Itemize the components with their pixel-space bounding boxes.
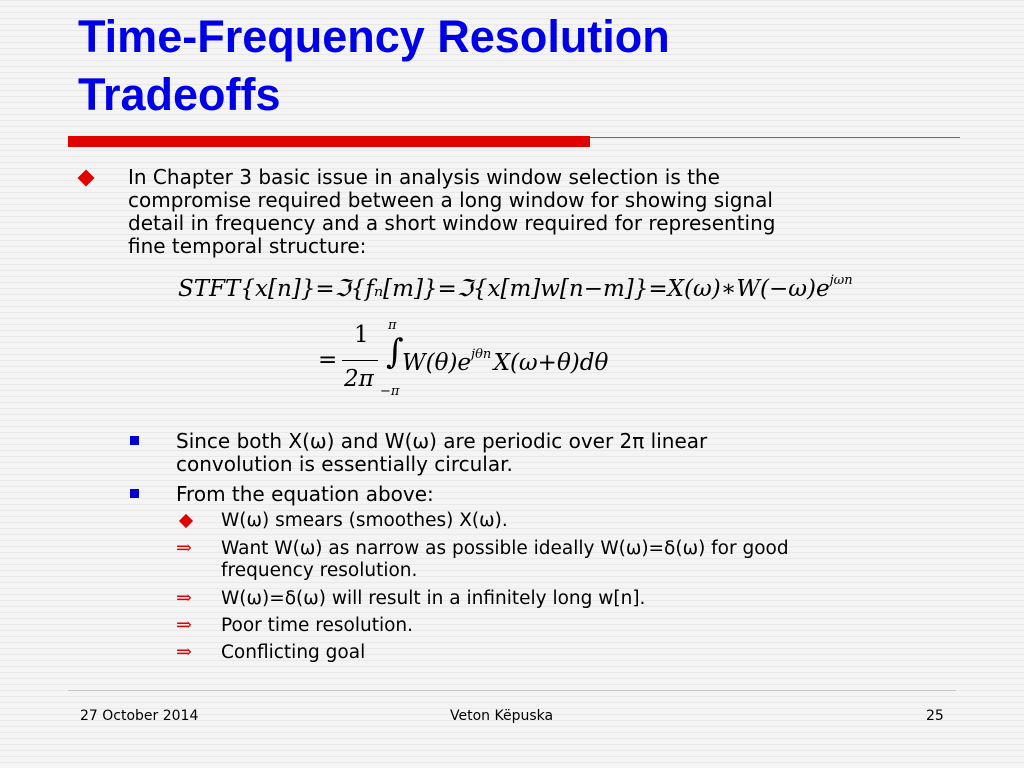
sub-bullet-line: From the equation above: — [176, 482, 434, 506]
sub-bullet-line: convolution is essentially circular. — [176, 452, 513, 476]
main-bullet-line: In Chapter 3 basic issue in analysis window selection is the — [128, 165, 720, 189]
sub-bullet-line: Since both X(ω) and W(ω) are periodic over 2π linear — [176, 429, 708, 453]
footer-divider — [68, 690, 956, 691]
title-underline-bar — [68, 136, 590, 147]
sub-sub-bullet-line: Want W(ω) as narrow as possible ideally W(ω)=δ(ω) for good — [221, 538, 789, 559]
integrand-tail: X(ω+θ)dθ — [493, 350, 609, 376]
integral-upper-limit: π — [388, 318, 397, 333]
right-arrow-icon: ⇒ — [176, 641, 192, 663]
fraction-bar — [342, 360, 378, 361]
sub-sub-bullet-line: W(ω)=δ(ω) will result in a infinitely long w[n]. — [221, 588, 646, 609]
sub-sub-bullet-text — [221, 642, 365, 664]
stft-equation-exponent: jωn — [829, 273, 853, 288]
footer-page-number: 25 — [926, 708, 944, 724]
sub-sub-bullet-text — [221, 510, 508, 532]
integral-sign: ∫ — [386, 332, 404, 372]
slide-title — [78, 8, 978, 124]
sub-sub-bullet-text — [221, 615, 413, 637]
sub-sub-bullet-text — [221, 588, 645, 610]
slide-title-line-2: Tradeoffs — [78, 69, 281, 120]
equation-equals: = — [318, 347, 338, 373]
stft-equation-body: STFT{x[n]}=ℑ{fₙ[m]}=ℑ{x[m]w[n−m]}=X(ω)∗W(−ω)e — [178, 276, 830, 302]
sub-sub-bullet-text — [221, 538, 789, 582]
integral-equation — [318, 320, 658, 410]
integrand-exponent: jθn — [471, 347, 492, 362]
square-bullet-icon — [130, 489, 139, 498]
sub-sub-bullet-line: W(ω) smears (smoothes) X(ω). — [221, 510, 508, 531]
sub-sub-bullet-line: Poor time resolution. — [221, 615, 414, 636]
main-bullet-line: fine temporal structure: — [128, 234, 367, 258]
main-bullet-line: compromise required between a long window for showing signal — [128, 188, 773, 212]
diamond-bullet-icon — [179, 514, 193, 528]
footer-date: 27 October 2014 — [80, 708, 199, 724]
right-arrow-icon: ⇒ — [176, 537, 192, 559]
right-arrow-icon: ⇒ — [176, 614, 192, 636]
right-arrow-icon: ⇒ — [176, 587, 192, 609]
square-bullet-icon — [130, 436, 139, 445]
sub-sub-bullet-line: Conflicting goal — [221, 642, 366, 663]
integral-lower-limit: −π — [380, 384, 400, 399]
stft-equation — [178, 273, 853, 302]
integrand — [402, 347, 608, 376]
main-bullet-line: detail in frequency and a short window required for representing — [128, 211, 776, 235]
footer-author: Veton Këpuska — [450, 708, 554, 724]
integrand-body: W(θ)e — [402, 350, 472, 376]
fraction-denominator: 2π — [344, 366, 374, 392]
title-underline-thin — [590, 137, 960, 138]
slide-title-line-1: Time-Frequency Resolution — [78, 11, 670, 62]
main-bullet-text — [128, 166, 775, 258]
fraction-numerator: 1 — [354, 322, 369, 348]
sub-bullet-text — [176, 483, 434, 506]
sub-bullet-text — [176, 430, 707, 476]
sub-sub-bullet-line: frequency resolution. — [221, 560, 418, 581]
diamond-bullet-icon — [78, 170, 95, 187]
